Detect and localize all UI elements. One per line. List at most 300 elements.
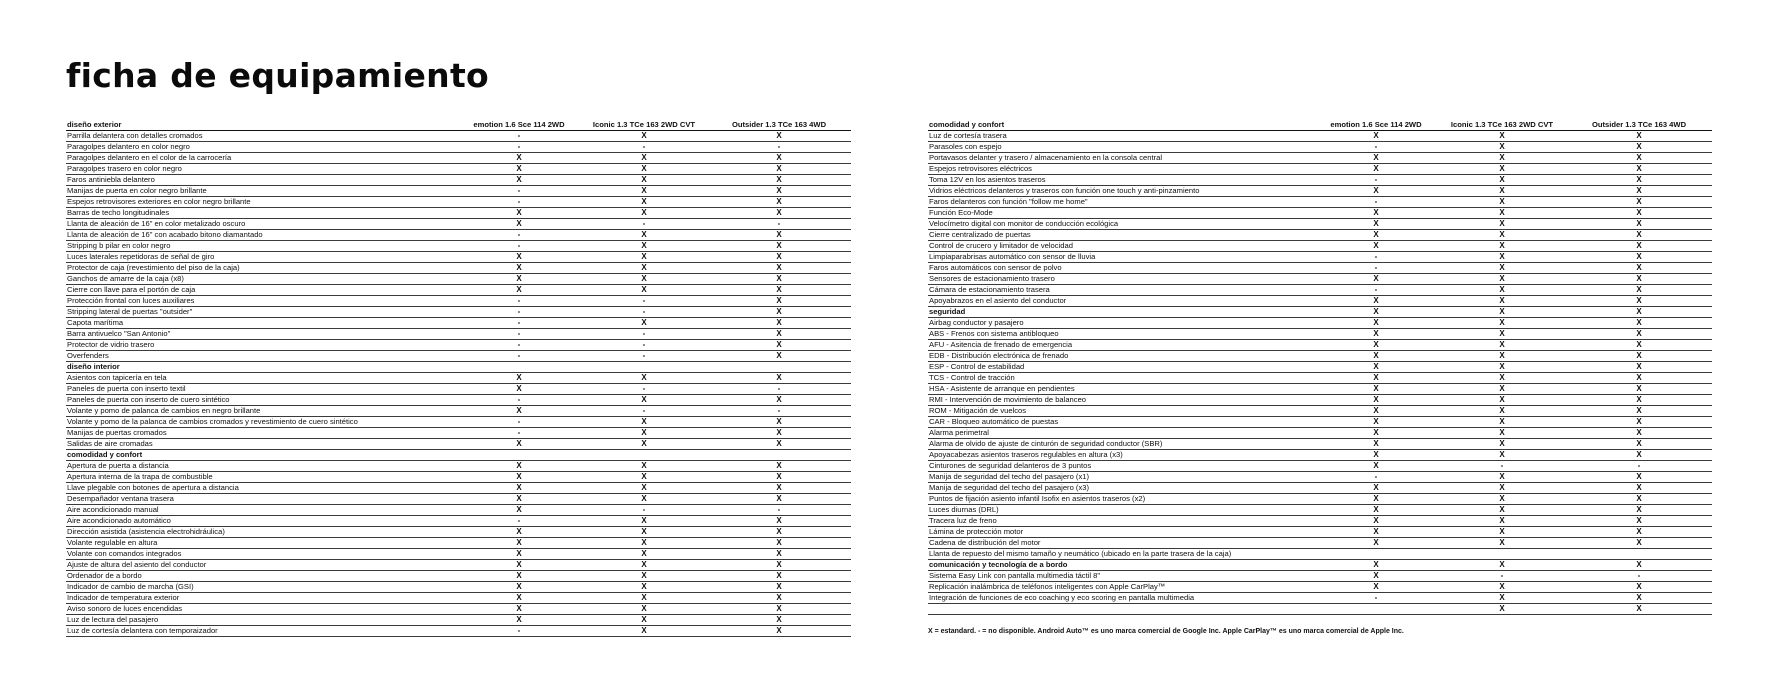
availability-cell: X (456, 373, 581, 384)
availability-cell: X (1438, 428, 1565, 439)
availability-cell: - (456, 230, 581, 241)
table-row (66, 318, 851, 329)
availability-cell: X (1313, 450, 1438, 461)
availability-cell: X (1565, 604, 1712, 615)
feature-label: Sistema Easy Link con pantalla multimedia táctil 8" (928, 571, 1313, 582)
availability-cell: X (581, 197, 706, 208)
availability-cell: X (1313, 131, 1438, 142)
availability-cell: X (1565, 494, 1712, 505)
feature-label: Faros automáticos con sensor de polvo (928, 263, 1313, 274)
availability-cell: X (1565, 395, 1712, 406)
table-row (66, 538, 851, 549)
column-header-iconic: Iconic 1.3 TCe 163 2WD CVT (581, 120, 706, 131)
availability-cell: X (1565, 307, 1712, 318)
availability-cell: X (1438, 263, 1565, 274)
table-row (928, 263, 1712, 274)
availability-cell: X (1565, 230, 1712, 241)
table-row (66, 263, 851, 274)
availability-cell: X (581, 626, 706, 637)
feature-label: Luz de cortesía delantera con temporaizador (66, 626, 456, 637)
availability-cell: X (706, 307, 851, 318)
feature-label: Apoyabrazos en el asiento del conductor (928, 296, 1313, 307)
table-row (66, 494, 851, 505)
feature-label: Ganchos de amarre de la caja (x8) (66, 274, 456, 285)
availability-cell: X (1438, 538, 1565, 549)
availability-cell: X (456, 153, 581, 164)
availability-cell: - (456, 131, 581, 142)
feature-label: Llanta de repuesto del mismo tamaño y neumático (ubicado en la parte trasera de la caja) (928, 549, 1313, 560)
availability-cell: X (706, 131, 851, 142)
availability-cell: X (706, 593, 851, 604)
table-row (928, 472, 1712, 483)
availability-cell: X (581, 285, 706, 296)
availability-cell: X (1565, 296, 1712, 307)
availability-cell: X (456, 571, 581, 582)
table-row (928, 593, 1712, 604)
table-body (928, 131, 1712, 615)
availability-cell: X (1438, 384, 1565, 395)
section-header: comodidad y confort (928, 120, 1313, 131)
availability-cell: - (456, 428, 581, 439)
feature-label: Alarma perimetral (928, 428, 1313, 439)
availability-cell: X (1565, 274, 1712, 285)
availability-cell: - (1313, 263, 1438, 274)
availability-cell: X (1565, 472, 1712, 483)
availability-cell: - (1313, 175, 1438, 186)
availability-cell: X (456, 549, 581, 560)
availability-cell: X (706, 230, 851, 241)
availability-cell (1313, 604, 1438, 615)
availability-cell: - (581, 307, 706, 318)
availability-cell (706, 450, 851, 461)
table-row (66, 340, 851, 351)
availability-cell: X (706, 516, 851, 527)
availability-cell: X (1565, 417, 1712, 428)
feature-label: Paneles de puerta con inserto textil (66, 384, 456, 395)
table-row (928, 285, 1712, 296)
availability-cell: - (456, 296, 581, 307)
table-row (66, 593, 851, 604)
availability-cell: X (1565, 384, 1712, 395)
table-row (928, 274, 1712, 285)
feature-label: Función Eco-Mode (928, 208, 1313, 219)
feature-label: RMI - Intervención de movimiento de balanceo (928, 395, 1313, 406)
table-row (928, 395, 1712, 406)
availability-cell: X (456, 527, 581, 538)
availability-cell (581, 450, 706, 461)
availability-cell: X (706, 274, 851, 285)
column-header-outsider: Outsider 1.3 TCe 163 4WD (706, 120, 851, 131)
table-row (66, 307, 851, 318)
availability-cell: X (1313, 395, 1438, 406)
section-row (928, 307, 1712, 318)
availability-cell: X (1565, 351, 1712, 362)
availability-cell: X (581, 439, 706, 450)
table-header-row (928, 120, 1712, 131)
availability-cell: X (1313, 307, 1438, 318)
availability-cell: - (456, 329, 581, 340)
availability-cell: X (581, 604, 706, 615)
availability-cell: X (1313, 153, 1438, 164)
availability-cell: X (706, 395, 851, 406)
table-row (66, 285, 851, 296)
availability-cell: X (1438, 252, 1565, 263)
availability-cell: X (581, 208, 706, 219)
availability-cell: - (706, 505, 851, 516)
availability-cell: X (581, 483, 706, 494)
availability-cell: X (1313, 373, 1438, 384)
availability-cell: X (706, 560, 851, 571)
feature-label: Protector de caja (revestimiento del piso de la caja) (66, 263, 456, 274)
availability-cell: X (1438, 516, 1565, 527)
feature-label: Ordenador de a bordo (66, 571, 456, 582)
table-row (928, 505, 1712, 516)
feature-label: Aire acondicionado manual (66, 505, 456, 516)
availability-cell: X (706, 285, 851, 296)
table-row (928, 428, 1712, 439)
availability-cell: - (456, 395, 581, 406)
availability-cell: X (456, 538, 581, 549)
availability-cell: X (456, 274, 581, 285)
availability-cell: X (1438, 197, 1565, 208)
feature-label: Stripping b pilar en color negro (66, 241, 456, 252)
availability-cell: X (1438, 494, 1565, 505)
availability-cell: X (581, 175, 706, 186)
availability-cell: X (1565, 340, 1712, 351)
table-row (66, 406, 851, 417)
availability-cell: X (1565, 439, 1712, 450)
feature-label: Salidas de aire cromadas (66, 439, 456, 450)
table-row (928, 153, 1712, 164)
availability-cell: - (706, 142, 851, 153)
table-row (66, 153, 851, 164)
section-row (928, 560, 1712, 571)
availability-cell: X (1313, 582, 1438, 593)
availability-cell: X (581, 417, 706, 428)
section-header: diseño exterior (66, 120, 456, 131)
table-row (66, 252, 851, 263)
availability-cell: X (1565, 164, 1712, 175)
availability-cell: X (456, 483, 581, 494)
table-row (66, 560, 851, 571)
feature-label: Alarma de olvido de ajuste de cinturón de seguridad conductor (SBR) (928, 439, 1313, 450)
availability-cell: X (1438, 417, 1565, 428)
availability-cell (1565, 549, 1712, 560)
feature-label: Paragolpes delantero en color negro (66, 142, 456, 153)
availability-cell: X (1313, 439, 1438, 450)
table-row (66, 208, 851, 219)
availability-cell: X (1565, 406, 1712, 417)
availability-cell: X (706, 263, 851, 274)
availability-cell: X (1438, 582, 1565, 593)
table-row (66, 296, 851, 307)
column-header-emotion: emotion 1.6 Sce 114 2WD (456, 120, 581, 131)
availability-cell: - (581, 329, 706, 340)
availability-cell: X (456, 285, 581, 296)
availability-cell: X (1438, 395, 1565, 406)
table-row (928, 329, 1712, 340)
availability-cell: X (1438, 219, 1565, 230)
availability-cell: - (581, 505, 706, 516)
table-row (66, 274, 851, 285)
table-row (66, 175, 851, 186)
availability-cell: X (1438, 604, 1565, 615)
table-row (66, 219, 851, 230)
availability-cell: X (581, 461, 706, 472)
availability-cell: X (1313, 208, 1438, 219)
feature-label: Replicación inalámbrica de teléfonos inteligentes con Apple CarPlay™ (928, 582, 1313, 593)
availability-cell: X (1438, 483, 1565, 494)
feature-label: Manijas de puerta en color negro brillante (66, 186, 456, 197)
section-row (66, 362, 851, 373)
availability-cell: X (456, 604, 581, 615)
availability-cell: X (456, 505, 581, 516)
availability-cell: X (1313, 483, 1438, 494)
feature-label: ROM - Mitigación de vuelcos (928, 406, 1313, 417)
availability-cell: X (581, 593, 706, 604)
table-row (928, 516, 1712, 527)
feature-label: Asientos con tapicería en tela (66, 373, 456, 384)
table-row (66, 142, 851, 153)
feature-label: EDB - Distribución electrónica de frenado (928, 351, 1313, 362)
table-row (66, 395, 851, 406)
table-row (928, 384, 1712, 395)
availability-cell: X (1565, 241, 1712, 252)
availability-cell: X (1313, 241, 1438, 252)
column-header-outsider: Outsider 1.3 TCe 163 4WD (1565, 120, 1712, 131)
availability-cell: X (706, 340, 851, 351)
table-row (66, 241, 851, 252)
table-row (928, 175, 1712, 186)
feature-label: Vidrios eléctricos delanteros y traseros con función one touch y anti-pinzamiento (928, 186, 1313, 197)
availability-cell: X (706, 549, 851, 560)
feature-label: Barras de techo longitudinales (66, 208, 456, 219)
availability-cell: - (581, 406, 706, 417)
feature-label: Luces diurnas (DRL) (928, 505, 1313, 516)
feature-label (928, 604, 1313, 615)
availability-cell: X (1438, 274, 1565, 285)
feature-label: Dirección asistida (asistencia electrohidráulica) (66, 527, 456, 538)
availability-cell: X (581, 263, 706, 274)
availability-cell: X (456, 494, 581, 505)
availability-cell: X (1438, 340, 1565, 351)
feature-label: Llanta de aleación de 16" con acabado bitono diamantado (66, 230, 456, 241)
availability-cell (581, 362, 706, 373)
table-row (928, 373, 1712, 384)
availability-cell: X (706, 241, 851, 252)
availability-cell: X (581, 395, 706, 406)
feature-label: Ajuste de altura del asiento del conductor (66, 560, 456, 571)
table-row (928, 582, 1712, 593)
availability-cell: X (1438, 175, 1565, 186)
feature-label: Cierre con llave para el portón de caja (66, 285, 456, 296)
feature-label: Luces laterales repetidoras de señal de giro (66, 252, 456, 263)
availability-cell: X (706, 483, 851, 494)
availability-cell: - (581, 142, 706, 153)
availability-cell: X (1565, 428, 1712, 439)
availability-cell: X (706, 296, 851, 307)
availability-cell: X (1565, 505, 1712, 516)
table-row (928, 208, 1712, 219)
availability-cell: X (456, 593, 581, 604)
availability-cell (456, 362, 581, 373)
table-row (66, 626, 851, 637)
feature-label: Parrilla delantera con detalles cromados (66, 131, 456, 142)
table-row (928, 164, 1712, 175)
equipment-table-left (66, 120, 851, 637)
table-row (928, 406, 1712, 417)
availability-cell: X (706, 417, 851, 428)
feature-label: Velocímetro digital con monitor de conducción ecológica (928, 219, 1313, 230)
availability-cell: - (1565, 461, 1712, 472)
table-row (928, 340, 1712, 351)
availability-cell: X (581, 516, 706, 527)
table-row (66, 230, 851, 241)
availability-cell: X (581, 472, 706, 483)
availability-cell: X (1313, 505, 1438, 516)
availability-cell: X (1565, 186, 1712, 197)
table-row (928, 461, 1712, 472)
availability-cell: X (1565, 516, 1712, 527)
availability-cell: - (706, 406, 851, 417)
availability-cell: X (1313, 406, 1438, 417)
feature-label: Manija de seguridad del techo del pasajero (x3) (928, 483, 1313, 494)
availability-cell: X (456, 384, 581, 395)
feature-label: Faros delanteros con función "follow me home" (928, 197, 1313, 208)
table-row (66, 549, 851, 560)
availability-cell: X (1438, 593, 1565, 604)
availability-cell: X (1438, 472, 1565, 483)
feature-label: Volante regulable en altura (66, 538, 456, 549)
availability-cell: - (1313, 142, 1438, 153)
availability-cell: X (581, 428, 706, 439)
availability-cell: X (1438, 450, 1565, 461)
table-row (66, 472, 851, 483)
table-row (66, 582, 851, 593)
availability-cell: X (706, 604, 851, 615)
feature-label: Manija de seguridad del techo del pasajero (x1) (928, 472, 1313, 483)
table-row (66, 439, 851, 450)
table-row (928, 296, 1712, 307)
availability-cell: X (1438, 142, 1565, 153)
availability-cell: X (456, 175, 581, 186)
availability-cell: X (1565, 208, 1712, 219)
availability-cell: X (581, 560, 706, 571)
availability-cell: X (1565, 560, 1712, 571)
availability-cell: X (456, 208, 581, 219)
availability-cell: X (706, 428, 851, 439)
table-row (928, 571, 1712, 582)
feature-label: Control de crucero y limitador de velocidad (928, 241, 1313, 252)
availability-cell: X (1313, 571, 1438, 582)
column-header-iconic: Iconic 1.3 TCe 163 2WD CVT (1438, 120, 1565, 131)
availability-cell: X (456, 582, 581, 593)
table-row (66, 197, 851, 208)
availability-cell: X (1313, 384, 1438, 395)
availability-cell: X (1438, 318, 1565, 329)
table-row (66, 373, 851, 384)
table-row (928, 483, 1712, 494)
availability-cell: X (1565, 175, 1712, 186)
availability-cell: X (1565, 285, 1712, 296)
table-body (66, 131, 851, 637)
table-row (66, 384, 851, 395)
feature-label: Cierre centralizado de puertas (928, 230, 1313, 241)
availability-cell: X (1565, 318, 1712, 329)
table-row (928, 197, 1712, 208)
table-row (928, 219, 1712, 230)
availability-cell: X (1438, 131, 1565, 142)
section-row (66, 450, 851, 461)
feature-label: Luz de lectura del pasajero (66, 615, 456, 626)
page-title: ficha de equipamiento (66, 56, 489, 95)
availability-cell: X (456, 461, 581, 472)
availability-cell: X (456, 439, 581, 450)
availability-cell: X (1313, 494, 1438, 505)
availability-cell: - (456, 626, 581, 637)
table-row (928, 549, 1712, 560)
feature-label: Airbag conductor y pasajero (928, 318, 1313, 329)
feature-label: Paragolpes trasero en color negro (66, 164, 456, 175)
feature-label: Espejos retrovisores eléctricos (928, 164, 1313, 175)
availability-cell: X (1565, 263, 1712, 274)
availability-cell: - (1565, 571, 1712, 582)
availability-cell: X (706, 527, 851, 538)
table-row (928, 494, 1712, 505)
availability-cell: X (1565, 483, 1712, 494)
availability-cell: X (706, 186, 851, 197)
equipment-table-right (928, 120, 1712, 615)
availability-cell: X (581, 318, 706, 329)
availability-cell: X (1313, 428, 1438, 439)
availability-cell: X (1565, 373, 1712, 384)
table-row (66, 428, 851, 439)
availability-cell: X (581, 527, 706, 538)
availability-cell: X (581, 164, 706, 175)
feature-label: Lámina de protección motor (928, 527, 1313, 538)
availability-cell: X (706, 494, 851, 505)
availability-cell: X (706, 351, 851, 362)
feature-label: Barra antivuelco "San Antonio" (66, 329, 456, 340)
availability-cell: X (1313, 516, 1438, 527)
availability-cell: X (1313, 560, 1438, 571)
availability-cell: X (1313, 296, 1438, 307)
availability-cell: X (1565, 329, 1712, 340)
availability-cell: X (1565, 142, 1712, 153)
availability-cell: X (1565, 153, 1712, 164)
feature-label: ESP - Control de estabilidad (928, 362, 1313, 373)
availability-cell: X (706, 538, 851, 549)
feature-label: Sensores de estacionamiento trasero (928, 274, 1313, 285)
availability-cell (1313, 549, 1438, 560)
availability-cell: X (581, 549, 706, 560)
feature-label: Volante y pomo de la palanca de cambios cromados y revestimiento de cuero sintético (66, 417, 456, 428)
table-row (66, 615, 851, 626)
availability-cell: X (1438, 164, 1565, 175)
feature-label: Cámara de estacionamiento trasera (928, 285, 1313, 296)
availability-cell: - (456, 417, 581, 428)
table-row (66, 505, 851, 516)
section-label: diseño interior (66, 362, 456, 373)
availability-cell: - (456, 142, 581, 153)
availability-cell: X (1565, 362, 1712, 373)
availability-cell: X (706, 615, 851, 626)
availability-cell: X (581, 241, 706, 252)
table-row (66, 351, 851, 362)
availability-cell: X (456, 164, 581, 175)
availability-cell: X (581, 230, 706, 241)
availability-cell: X (1565, 527, 1712, 538)
